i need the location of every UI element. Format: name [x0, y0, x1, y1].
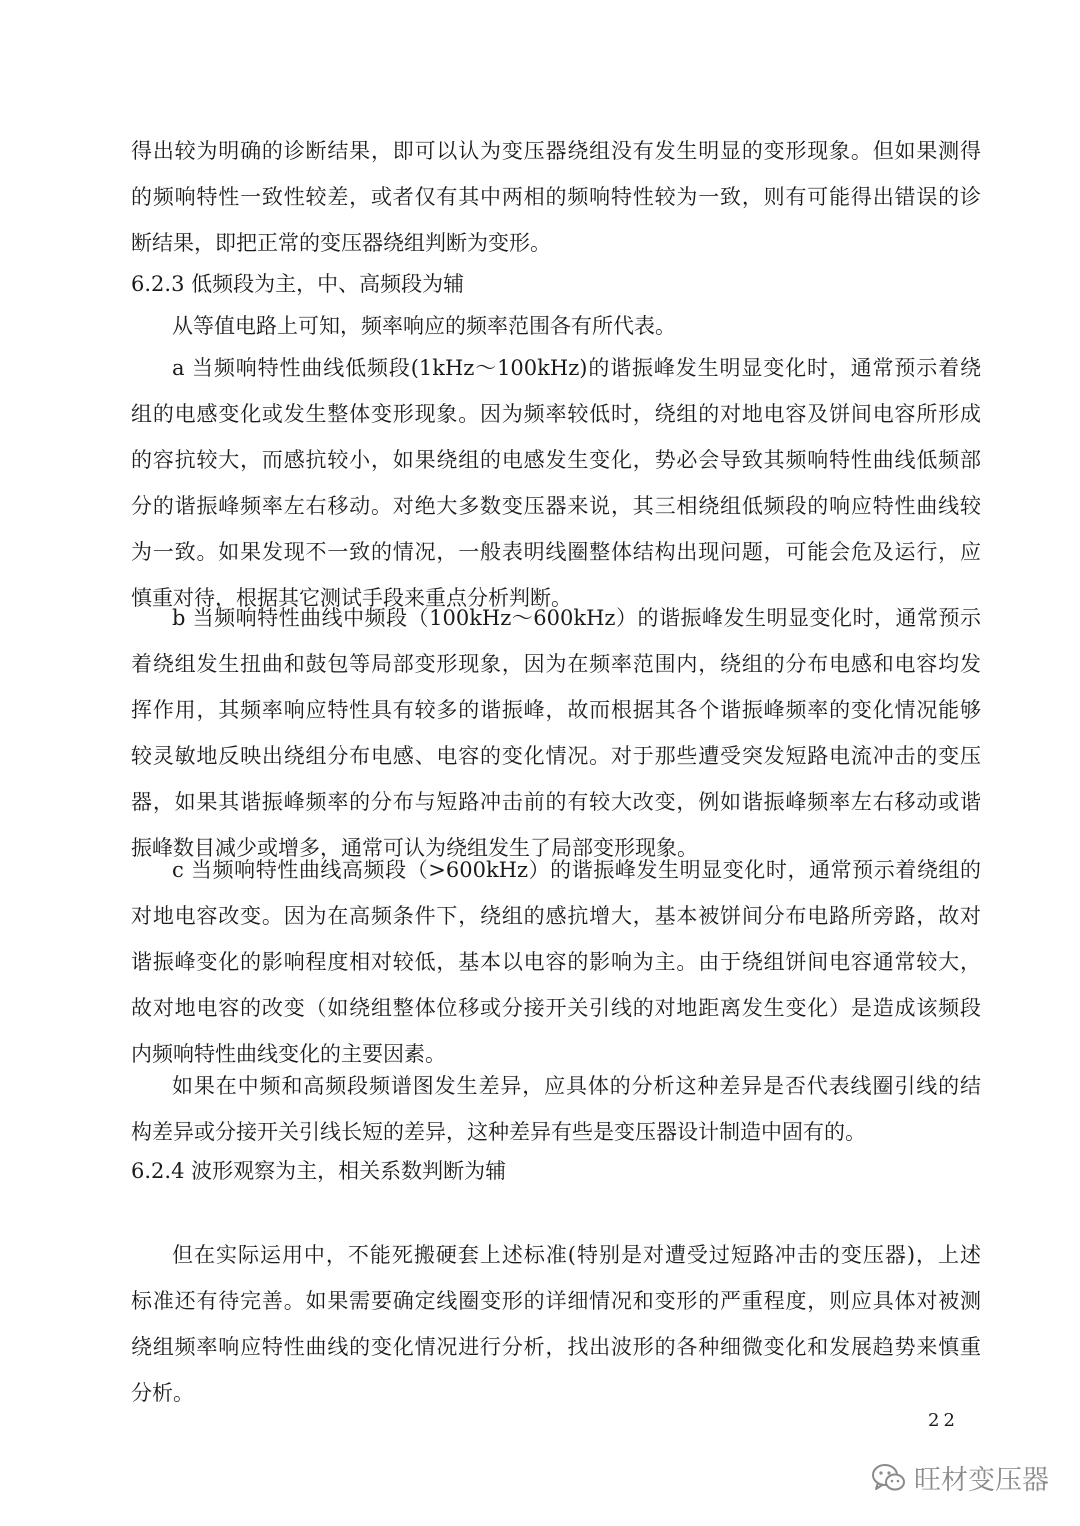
- text-line: 谐振峰变化的影响程度相对较低，基本以电容的影响为主。由于绕组饼间电容通常较大，: [131, 950, 981, 974]
- text-line: 内频响特性曲线变化的主要因素。: [131, 1042, 446, 1066]
- text-line: 的容抗较大，而感抗较小，如果绕组的电感发生变化，势必会导致其频响特性曲线低频部: [131, 448, 981, 472]
- text-line: b 当频响特性曲线中频段（100kHz～600kHz）的谐振峰发生明显变化时，通常预示: [172, 606, 981, 630]
- text-line: 挥作用，其频率响应特性具有较多的谐振峰，故而根据其各个谐振峰频率的变化情况能够: [131, 698, 981, 722]
- text-line: a 当频响特性曲线低频段(1kHz～100kHz)的谐振峰发生明显变化时，通常预示着绕: [172, 356, 981, 380]
- text-line: 绕组频率响应特性曲线的变化情况进行分析，找出波形的各种细微变化和发展趋势来慎重: [131, 1335, 981, 1359]
- text-line: c 当频响特性曲线高频段（>600kHz）的谐振峰发生明显变化时，通常预示着绕组的: [172, 858, 981, 882]
- text-line: 慎重对待，根据其它测试手段来重点分析判断。: [131, 586, 572, 610]
- text-line: 断结果，即把正常的变压器绕组判断为变形。: [131, 231, 551, 255]
- text-line: 如果在中频和高频段频谱图发生差异，应具体的分析这种差异是否代表线圈引线的结: [172, 1074, 981, 1098]
- text-line: 分的谐振峰频率左右移动。对绝大多数变压器来说，其三相绕组低频段的响应特性曲线较: [131, 494, 981, 518]
- text-line: 但在实际运用中，不能死搬硬套上述标准(特别是对遭受过短路冲击的变压器)，上述: [172, 1243, 981, 1267]
- text-line: 构差异或分接开关引线长短的差异，这种差异有些是变压器设计制造中固有的。: [131, 1120, 866, 1144]
- text-line: 故对地电容的改变（如绕组整体位移或分接开关引线的对地距离发生变化）是造成该频段: [131, 996, 981, 1020]
- text-line: 为一致。如果发现不一致的情况，一般表明线圈整体结构出现问题，可能会危及运行，应: [131, 540, 981, 564]
- watermark-text: 旺材变压器: [914, 1465, 1049, 1496]
- text-line: 从等值电路上可知，频率响应的频率范围各有所代表。: [172, 314, 676, 338]
- text-line: 得出较为明确的诊断结果，即可以认为变压器绕组没有发生明显的变形现象。但如果测得: [131, 139, 981, 163]
- text-line: 振峰数目减少或增多，通常可认为绕组发生了局部变形现象。: [131, 836, 698, 860]
- section-heading-6-2-4: 6.2.4 波形观察为主，相关系数判断为辅: [131, 1159, 507, 1183]
- text-line: 分析。: [131, 1381, 194, 1405]
- text-line: 对地电容改变。因为在高频条件下，绕组的感抗增大，基本被饼间分布电路所旁路，故对: [131, 904, 981, 928]
- text-line: 器，如果其谐振峰频率的分布与短路冲击前的有较大改变，例如谐振峰频率左右移动或谐: [131, 790, 981, 814]
- page-number: 22: [928, 1410, 959, 1431]
- text-line: 较灵敏地反映出绕组分布电感、电容的变化情况。对于那些遭受突发短路电流冲击的变压: [131, 744, 981, 768]
- watermark: [872, 1458, 1049, 1497]
- section-heading-6-2-3: 6.2.3 低频段为主，中、高频段为辅: [131, 272, 465, 296]
- text-line: 的频响特性一致性较差，或者仅有其中两相的频响特性较为一致，则有可能得出错误的诊: [131, 185, 981, 209]
- wechat-icon: [872, 1463, 906, 1493]
- text-line: 标准还有待完善。如果需要确定线圈变形的详细情况和变形的严重程度，则应具体对被测: [131, 1289, 981, 1313]
- text-line: 组的电感变化或发生整体变形现象。因为频率较低时，绕组的对地电容及饼间电容所形成: [131, 402, 981, 426]
- text-line: 着绕组发生扭曲和鼓包等局部变形现象，因为在频率范围内，绕组的分布电感和电容均发: [131, 652, 981, 676]
